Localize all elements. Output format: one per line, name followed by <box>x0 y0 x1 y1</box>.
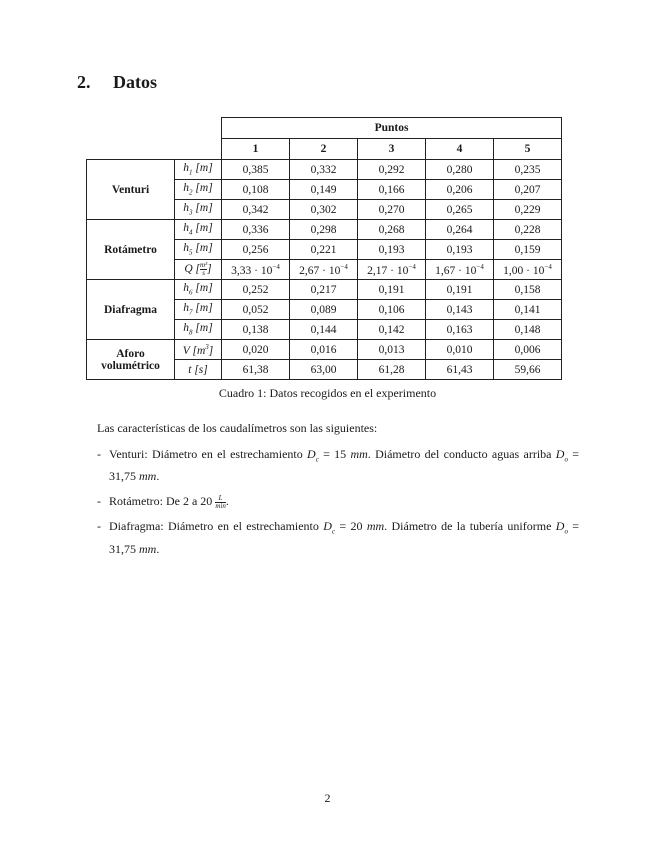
table-cell: 0,191 <box>426 280 494 300</box>
table-header-point: 4 <box>426 139 494 160</box>
table-header-point: 5 <box>494 139 562 160</box>
section-number: 2. <box>77 72 91 92</box>
table-cell: 0,385 <box>222 160 290 180</box>
table-cell: 0,270 <box>358 200 426 220</box>
table-cell: 0,268 <box>358 220 426 240</box>
table-cell: 0,166 <box>358 180 426 200</box>
table-header-point: 1 <box>222 139 290 160</box>
variable-label: Q [ $\frac{\text{m³}}{s}$ ] <box>175 260 222 280</box>
list-item-rotametro: - Rotámetro: De 2 a 20 $\frac{L}{\min}$ . <box>97 494 229 511</box>
table-cell: 0,089 <box>290 300 358 320</box>
table-cell: 0,292 <box>358 160 426 180</box>
table-cell: 0,336 <box>222 220 290 240</box>
table-cell: 0,013 <box>358 340 426 360</box>
table-row <box>87 160 562 180</box>
table-cell: 0,144 <box>290 320 358 340</box>
variable-label: $h_1$ [m] <box>175 160 222 180</box>
table-cell: 0,302 <box>290 200 358 220</box>
intro-paragraph: Las características de los caudalímetros son las siguientes: <box>97 421 378 435</box>
table-cell: 0,252 <box>222 280 290 300</box>
table-cell: 0,158 <box>494 280 562 300</box>
table-cell: 0,138 <box>222 320 290 340</box>
table-cell: 0,106 <box>358 300 426 320</box>
table-cell: 0,235 <box>494 160 562 180</box>
table-row <box>87 280 562 300</box>
table-cell: 0,206 <box>426 180 494 200</box>
variable-label: $h_8$ [m] <box>175 320 222 340</box>
data-table <box>86 117 562 380</box>
table-cell: $1,00 \cdot 10^{-4}$ <box>494 260 562 280</box>
table-cell: $1,67 \cdot 10^{-4}$ <box>426 260 494 280</box>
table-cell: 0,006 <box>494 340 562 360</box>
variable-label: $h_5$ [m] <box>175 240 222 260</box>
variable-label: $h_2$ [m] <box>175 180 222 200</box>
flowmeter-list <box>97 446 579 566</box>
table-cell: 0,256 <box>222 240 290 260</box>
table-cell: 0,228 <box>494 220 562 240</box>
variable-label: $h_7$ [m] <box>175 300 222 320</box>
table-cell: 0,148 <box>494 320 562 340</box>
table-cell: 0,229 <box>494 200 562 220</box>
table-cell: 0,052 <box>222 300 290 320</box>
table-cell: 0,193 <box>426 240 494 260</box>
table-cell: 61,38 <box>222 360 290 380</box>
table-cell: 0,159 <box>494 240 562 260</box>
table-cell: 0,020 <box>222 340 290 360</box>
table-cell: 0,280 <box>426 160 494 180</box>
section-title: Datos <box>113 72 157 92</box>
variable-label: $h_4$ [m] <box>175 220 222 240</box>
table-cell: 59,66 <box>494 360 562 380</box>
table-header-puntos: Puntos <box>222 118 562 139</box>
table-cell: 61,43 <box>426 360 494 380</box>
table-cell: 0,108 <box>222 180 290 200</box>
table-row <box>87 340 562 360</box>
table-cell: $2,17 \cdot 10^{-4}$ <box>358 260 426 280</box>
table-cell: 0,265 <box>426 200 494 220</box>
table-cell: 0,141 <box>494 300 562 320</box>
variable-label: V $[m^3]$ <box>175 340 222 360</box>
variable-label: t [s] <box>175 360 222 380</box>
variable-label: $h_6$ [m] <box>175 280 222 300</box>
list-item-diafragma: - Diafragma: Diámetro en el estrechamiento $D_c = 20$ mm. Diámetro de la tubería uniforme $D_o = 31,75$ mm. <box>97 519 580 556</box>
table-cell: 0,217 <box>290 280 358 300</box>
table-cell: 0,332 <box>290 160 358 180</box>
table-cell: 0,342 <box>222 200 290 220</box>
group-label-diafragma: Diafragma <box>87 280 175 340</box>
variable-label: $h_3$ [m] <box>175 200 222 220</box>
list-item-venturi: - Venturi: Diámetro en el estrechamiento $D_c = 15$ mm. Diámetro del conducto aguas arriba $D_o = 31,75$ mm. <box>97 447 580 484</box>
table-cell: 0,142 <box>358 320 426 340</box>
group-label-venturi: Venturi <box>87 160 175 220</box>
group-label-rotametro: Rotámetro <box>87 220 175 280</box>
table-cell: $3,33 \cdot 10^{-4}$ <box>222 260 290 280</box>
table-cell: 61,28 <box>358 360 426 380</box>
table-caption: Cuadro 1: Datos recogidos en el experimento <box>218 386 437 400</box>
table-cell: 0,010 <box>426 340 494 360</box>
table-header-point: 2 <box>290 139 358 160</box>
table-header-point: 3 <box>358 139 426 160</box>
table-cell: 0,298 <box>290 220 358 240</box>
section-heading <box>77 72 157 93</box>
table-cell: 0,163 <box>426 320 494 340</box>
table-cell: 0,221 <box>290 240 358 260</box>
table-cell: $2,67 \cdot 10^{-4}$ <box>290 260 358 280</box>
table-cell: 0,207 <box>494 180 562 200</box>
table-cell: 63,00 <box>290 360 358 380</box>
table-cell: 0,191 <box>358 280 426 300</box>
table-cell: 0,143 <box>426 300 494 320</box>
table-row <box>87 220 562 240</box>
page-number: 2 <box>324 791 331 805</box>
table-cell: 0,016 <box>290 340 358 360</box>
table-cell: 0,264 <box>426 220 494 240</box>
group-label-aforo-volumetrico: Aforo volumétrico <box>87 340 175 380</box>
table-cell: 0,193 <box>358 240 426 260</box>
table-cell: 0,149 <box>290 180 358 200</box>
